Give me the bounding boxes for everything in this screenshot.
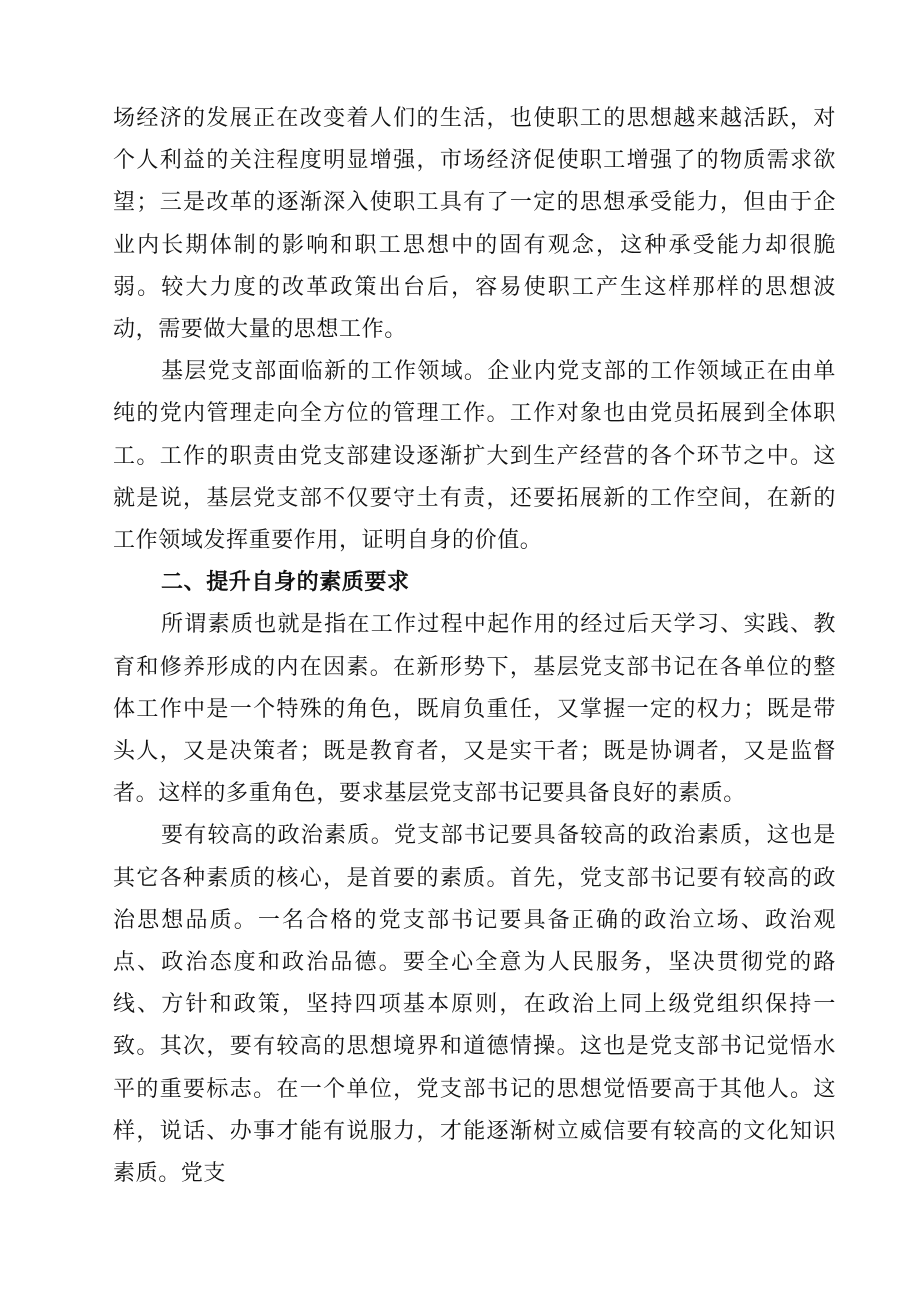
paragraph-continuation: 场经济的发展正在改变着人们的生活，也使职工的思想越来越活跃，对个人利益的关注程度明显增强，市场经济促使职工增强了的物质需求欲望；三是改革的逐渐深入使职工具有了一定的思想承受能力，但由于企业内长期体制的影响和职工思想中的固有观念，这种承受能力却很脆弱。较大力度的改革政策出台后，容易使职工产生这样那样的思想波动，需要做大量的思想工作。: [113, 106, 836, 343]
section-heading: 二、提升自身的素质要求: [161, 570, 410, 596]
paragraph-new-work-field: 基层党支部面临新的工作领域。企业内党支部的工作领域正在由单纯的党内管理走向全方位的管理工作。工作对象也由党员拓展到全体职工。工作的职责由党支部建设逐渐扩大到生产经营的各个环节之中。这就是说，基层党支部不仅要守土有责，还要拓展新的工作空间，在新的工作领域发挥重要作用，证明自身的价值。: [113, 359, 836, 554]
document-body: [113, 98, 836, 1195]
paragraph-political-quality: 要有较高的政治素质。党支部书记要具备较高的政治素质，这也是其它各种素质的核心，是首要的素质。首先，党支部书记要有较高的政治思想品质。一名合格的党支部书记要具备正确的政治立场、政治观点、政治态度和政治品德。要全心全意为人民服务，坚决贯彻党的路线、方针和政策，坚持四项基本原则，在政治上同上级党组织保持一致。其次，要有较高的思想境界和道德情操。这也是党支部书记觉悟水平的重要标志。在一个单位，党支部书记的思想觉悟要高于其他人。这样，说话、办事才能有说服力，才能逐渐树立威信要有较高的文化知识素质。党支: [113, 823, 836, 1187]
paragraph-quality-definition: 所谓素质也就是指在工作过程中起作用的经过后天学习、实践、教育和修养形成的内在因素。在新形势下，基层党支部书记在各单位的整体工作中是一个特殊的角色，既肩负重任，又掌握一定的权力；既是带头人，又是决策者；既是教育者，又是实干者；既是协调者，又是监督者。这样的多重角色，要求基层党支部书记要具备良好的素质。: [113, 612, 836, 807]
